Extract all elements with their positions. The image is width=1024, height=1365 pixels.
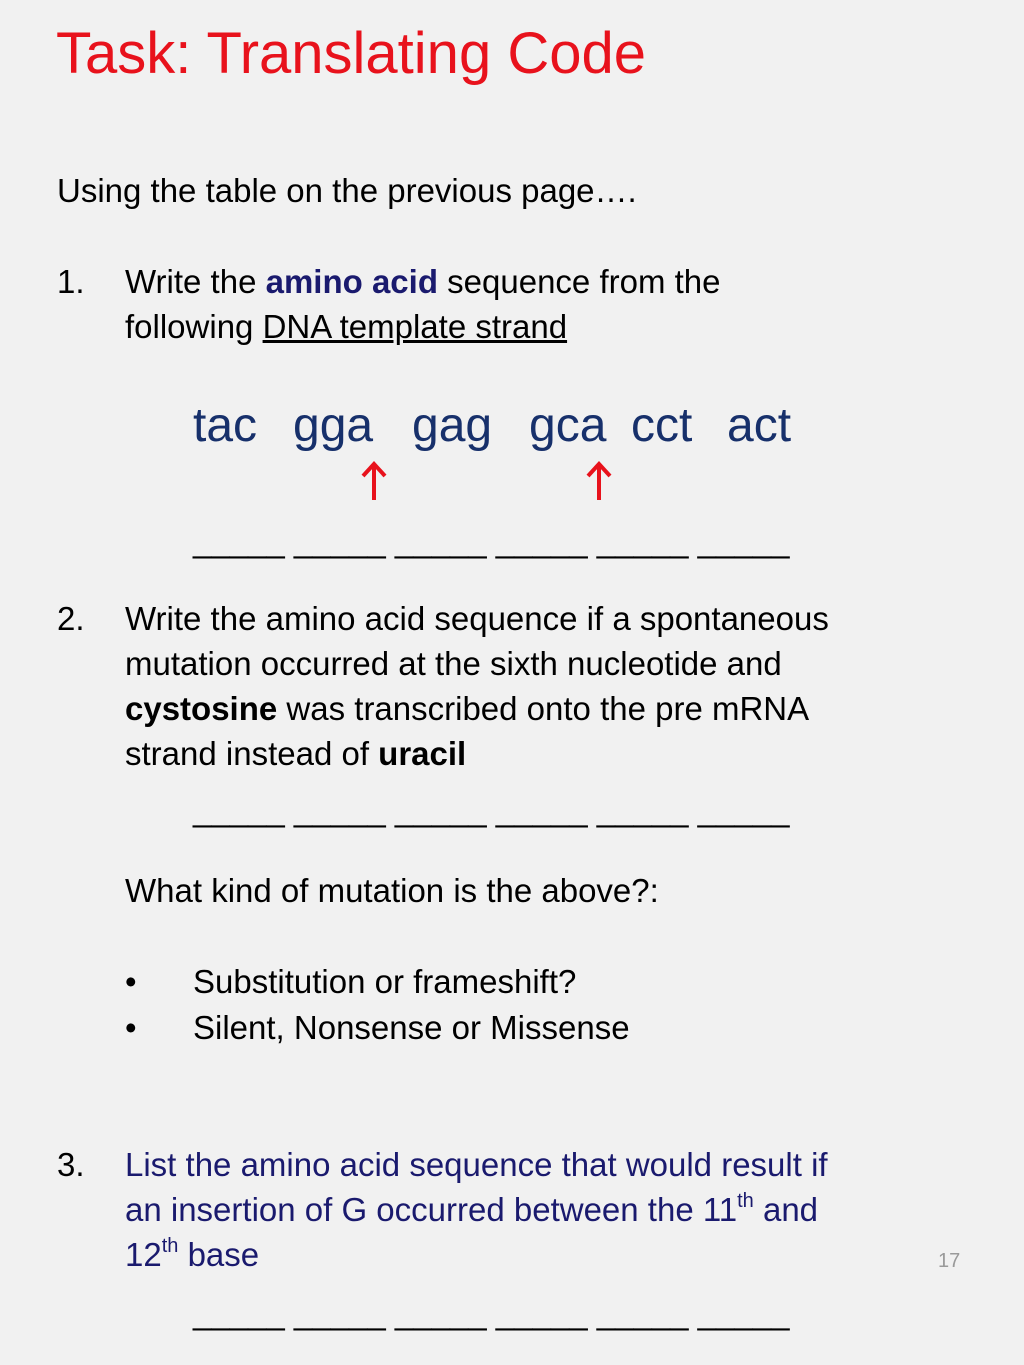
- q1-line2: [125, 304, 567, 349]
- q3-text: an insertion of G occurred between the 11: [125, 1191, 738, 1228]
- q3-answer-blanks: _____ _____ _____ _____ _____ _____: [193, 1294, 790, 1331]
- q3-superscript: th: [737, 1190, 754, 1212]
- q3-line1: List the amino acid sequence that would result if: [125, 1146, 828, 1183]
- bullet-icon: •: [125, 1009, 137, 1046]
- codon: gca: [529, 399, 607, 452]
- q2-line4: [125, 731, 466, 776]
- q1-dna-template: DNA template strand: [262, 308, 568, 345]
- codon: gga: [293, 399, 374, 452]
- codon-sequence: [193, 400, 791, 453]
- q3-superscript: th: [161, 1235, 179, 1257]
- q2-text: strand instead of: [125, 735, 379, 772]
- q3-line2: [125, 1187, 818, 1232]
- q2-line1: Write the amino acid sequence if a spontaneous: [125, 600, 829, 637]
- q2-answer-blanks: _____ _____ _____ _____ _____ _____: [193, 791, 790, 828]
- page-number: 17: [938, 1250, 961, 1272]
- mutation-arrow-icon: [360, 460, 388, 502]
- q3-number: 3.: [57, 1146, 85, 1183]
- bullet-icon: •: [125, 963, 137, 1000]
- codon: act: [727, 399, 792, 452]
- q1-text: Write the: [125, 263, 266, 300]
- q2-text: was transcribed onto the pre mRNA: [277, 690, 810, 727]
- mutation-arrow-icon: [585, 460, 613, 502]
- q2-uracil: uracil: [378, 735, 467, 772]
- q3-text: 12: [125, 1236, 162, 1273]
- q3-text: and: [753, 1191, 819, 1228]
- q2-line3: [125, 686, 809, 731]
- q2-number: 2.: [57, 600, 85, 637]
- q3-line3: [125, 1232, 259, 1277]
- page-title: Task: Translating Code: [56, 21, 646, 86]
- q1-line1: [125, 259, 721, 304]
- codon: cct: [631, 399, 693, 452]
- q1-answer-blanks: _____ _____ _____ _____ _____ _____: [193, 522, 790, 559]
- q2-bullet-item: Silent, Nonsense or Missense: [193, 1009, 630, 1046]
- intro-text: Using the table on the previous page….: [57, 172, 637, 209]
- q2-bullet-item: Substitution or frameshift?: [193, 963, 577, 1000]
- q1-text: following: [125, 308, 263, 345]
- q1-text: sequence from the: [438, 263, 721, 300]
- codon: gag: [412, 399, 493, 452]
- q3-text: base: [178, 1236, 260, 1273]
- q2-followup: What kind of mutation is the above?:: [125, 872, 659, 909]
- q1-number: 1.: [57, 263, 85, 300]
- codon: tac: [193, 399, 258, 452]
- q2-line2: mutation occurred at the sixth nucleotide and: [125, 645, 782, 682]
- q2-cystosine: cystosine: [125, 690, 278, 727]
- q1-amino-acid: amino acid: [265, 263, 438, 300]
